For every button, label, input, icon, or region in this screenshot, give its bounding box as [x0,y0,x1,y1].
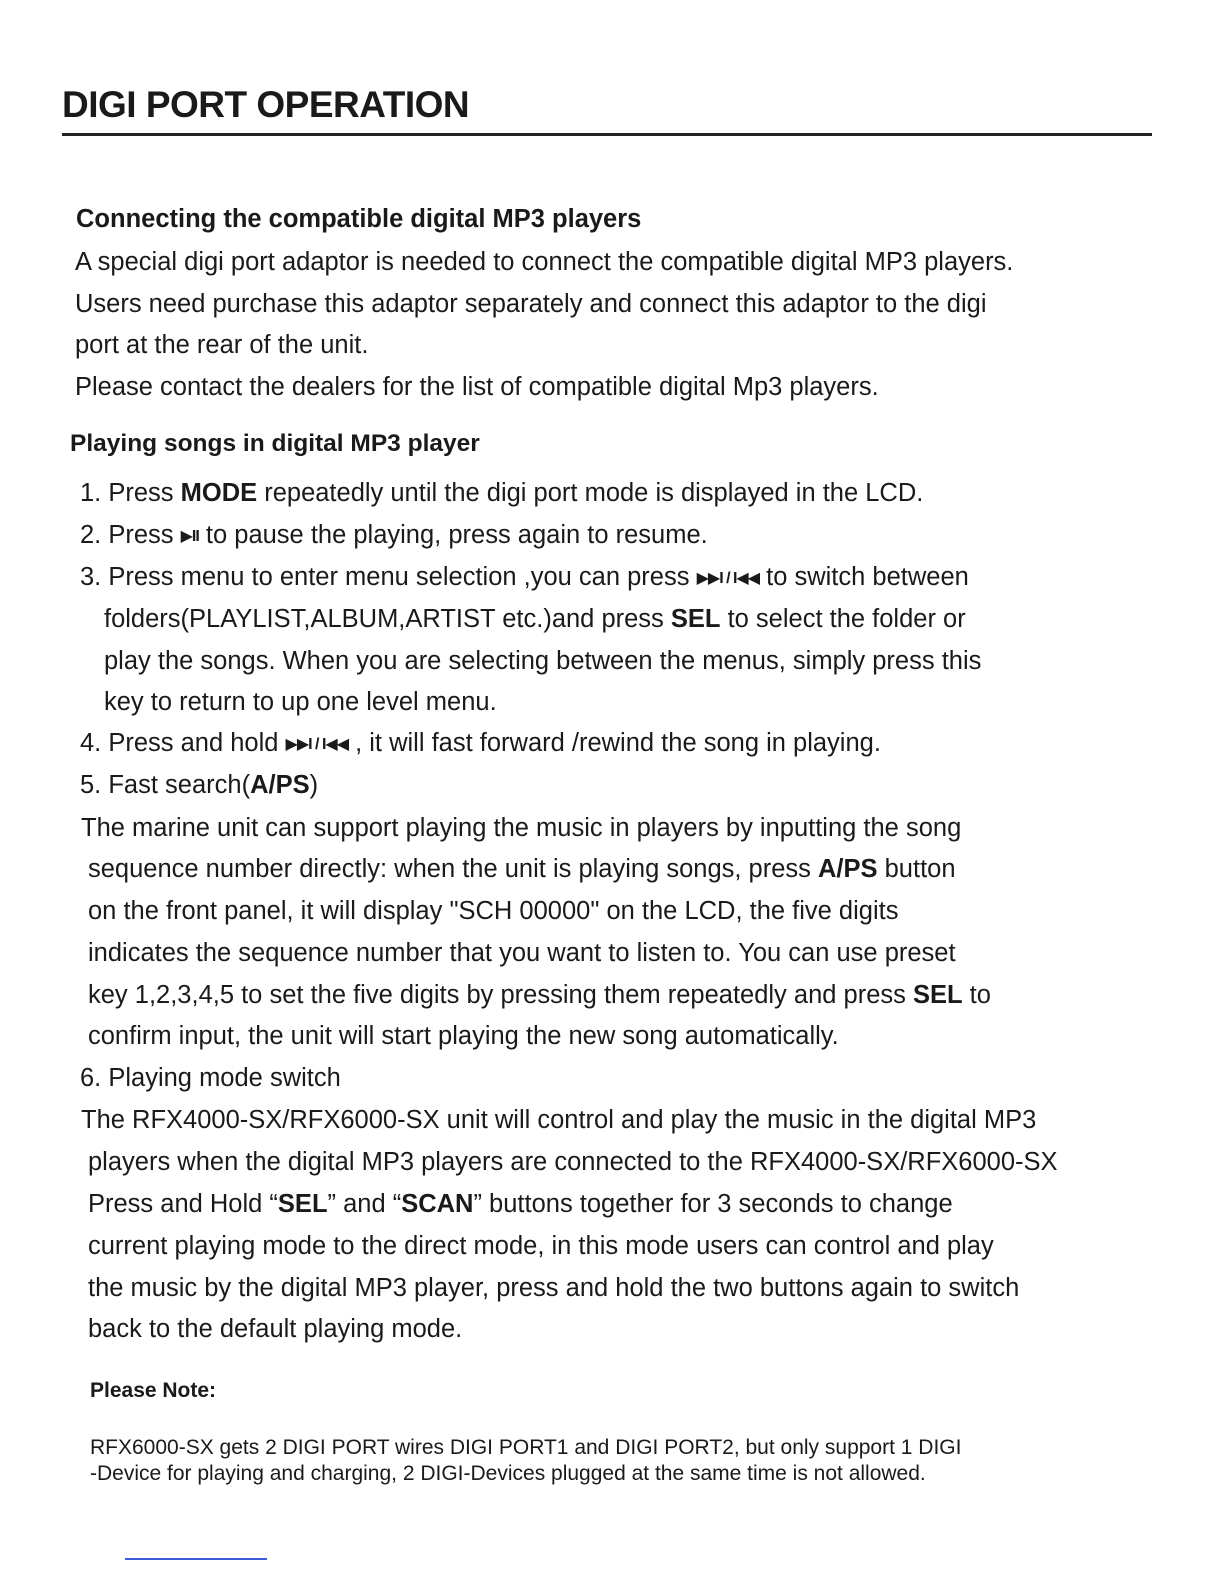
list-item-text: to switch between [759,563,969,591]
list-item-3-line-3: play the songs. When you are selecting between the menus, simply press this [104,647,982,675]
paragraph-line: Please contact the dealers for the list of compatible digital Mp3 players. [75,373,879,401]
list-item-text: 4. Press and hold [80,729,286,757]
list-item-text: repeatedly until the digi port mode is displayed in the LCD. [257,479,924,507]
list-item-3-line-2 [104,603,966,635]
sel-key-label: SEL [670,605,721,633]
note-line: -Device for playing and charging, 2 DIGI-Devices plugged at the same time is not allowed. [90,1462,926,1485]
paragraph-line [88,1188,953,1220]
paragraph-line: Users need purchase this adaptor separately and connect this adaptor to the digi [75,290,987,318]
next-prev-icon: ▶▶I / I◀◀ [696,570,760,587]
sel-key-label: SEL [277,1190,328,1218]
paragraph-line: on the front panel, it will display "SCH 00000" on the LCD, the five digits [88,897,899,925]
paragraph-text: Press and Hold “ [88,1190,278,1218]
paragraph-line: current playing mode to the direct mode, in this mode users can control and play [88,1232,994,1260]
page-title: DIGI PORT OPERATION [62,84,470,125]
paragraph-text: sequence number directly: when the unit is playing songs, press [88,855,818,883]
list-item-text: 1. Press [80,479,181,507]
sel-key-label: SEL [912,981,963,1009]
list-item-4 [80,727,881,761]
list-item-text: 3. Press menu to enter menu selection ,you can press [80,563,697,591]
mode-key-label: MODE [180,479,258,507]
list-item-text: 2. Press [80,521,181,549]
paragraph-text: to [962,981,991,1009]
paragraph-line: back to the default playing mode. [88,1315,463,1343]
paragraph-line [88,979,991,1011]
list-item-text: folders(PLAYLIST,ALBUM,ARTIST etc.)and press [104,605,671,633]
list-item-text: , it will fast forward /rewind the song in playing. [348,729,881,757]
list-item-text: to pause the playing, press again to resume. [198,521,708,549]
title-divider [62,133,1152,136]
list-item-text: ) [309,771,319,799]
list-item-text: 5. Fast search( [80,771,251,799]
paragraph-line: The marine unit can support playing the music in players by inputting the song [81,814,962,842]
paragraph-line: the music by the digital MP3 player, press and hold the two buttons again to switch [88,1274,1020,1302]
paragraph-line: players when the digital MP3 players are connected to the RFX4000-SX/RFX6000-SX [88,1148,1058,1176]
note-heading: Please Note: [90,1379,217,1402]
paragraph-text: ” and “ [327,1190,402,1218]
footer-divider [125,1558,267,1560]
paragraph-line: A special digi port adaptor is needed to connect the compatible digital MP3 players. [75,248,1014,276]
paragraph-text: ” buttons together for 3 seconds to change [473,1190,953,1218]
note-line: RFX6000-SX gets 2 DIGI PORT wires DIGI PORT1 and DIGI PORT2, but only support 1 DIGI [90,1436,962,1459]
paragraph-text: key 1,2,3,4,5 to set the five digits by pressing them repeatedly and press [88,981,913,1009]
list-item-6: 6. Playing mode switch [80,1064,341,1092]
list-item-text: to select the folder or [720,605,966,633]
aps-key-label: A/PS [818,855,878,883]
list-item-1 [80,477,923,509]
paragraph-text: button [877,855,956,883]
play-pause-icon: ▶II [180,528,199,545]
section-heading-connecting: Connecting the compatible digital MP3 players [76,205,642,233]
next-prev-icon: ▶▶I / I◀◀ [285,736,348,753]
list-item-3-line-4: key to return to up one level menu. [104,688,497,716]
paragraph-line: The RFX4000-SX/RFX6000-SX unit will control and play the music in the digital MP3 [81,1106,1037,1134]
paragraph-line: indicates the sequence number that you want to listen to. You can use preset [88,939,956,967]
paragraph-line: port at the rear of the unit. [75,331,369,359]
aps-key-label: A/PS [250,771,310,799]
list-item-3 [80,561,969,595]
list-item-2 [80,519,708,553]
scan-key-label: SCAN [401,1190,474,1218]
list-item-5 [80,769,318,801]
paragraph-line [88,853,956,885]
section-heading-playing: Playing songs in digital MP3 player [70,430,480,457]
paragraph-line: confirm input, the unit will start playing the new song automatically. [88,1022,839,1050]
